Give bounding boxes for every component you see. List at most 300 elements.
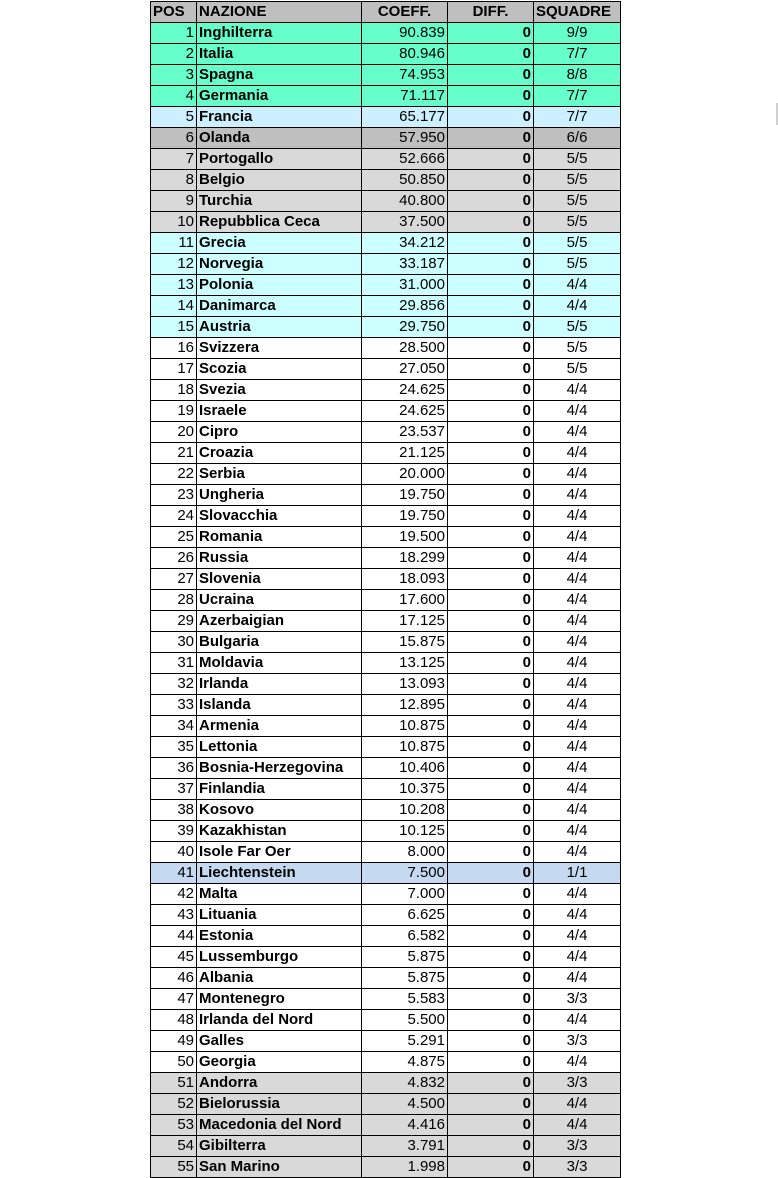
cell-coeff: 17.600 [362,590,448,611]
cell-coeff: 5.875 [362,947,448,968]
table-row [151,1094,621,1115]
cell-squadre: 6/6 [534,128,621,149]
table-row [151,233,621,254]
cell-coeff: 90.839 [362,23,448,44]
header-row [151,2,621,23]
cell-nazione: Croazia [197,443,362,464]
cell-pos: 22 [151,464,197,485]
cell-squadre: 4/4 [534,905,621,926]
cell-squadre: 4/4 [534,422,621,443]
cell-diff: 0 [448,548,534,569]
cell-diff: 0 [448,128,534,149]
cell-nazione: Serbia [197,464,362,485]
cell-diff: 0 [448,569,534,590]
cell-squadre: 7/7 [534,44,621,65]
cell-nazione: San Marino [197,1157,362,1178]
cell-coeff: 4.875 [362,1052,448,1073]
cell-pos: 20 [151,422,197,443]
table-row [151,884,621,905]
table-row [151,1157,621,1178]
cell-squadre: 4/4 [534,884,621,905]
cell-squadre: 4/4 [534,716,621,737]
table-row [151,779,621,800]
table-row [151,212,621,233]
cell-nazione: Liechtenstein [197,863,362,884]
cell-coeff: 5.291 [362,1031,448,1052]
cell-pos: 1 [151,23,197,44]
cell-nazione: Lettonia [197,737,362,758]
cell-coeff: 5.875 [362,968,448,989]
cell-pos: 21 [151,443,197,464]
cell-coeff: 7.500 [362,863,448,884]
table-row [151,254,621,275]
cell-diff: 0 [448,947,534,968]
cell-pos: 4 [151,86,197,107]
cell-nazione: Cipro [197,422,362,443]
table-row [151,632,621,653]
cell-diff: 0 [448,716,534,737]
cell-pos: 39 [151,821,197,842]
cell-pos: 38 [151,800,197,821]
cell-diff: 0 [448,1010,534,1031]
cell-squadre: 4/4 [534,548,621,569]
table-row [151,569,621,590]
table-row [151,128,621,149]
cell-coeff: 18.299 [362,548,448,569]
cell-coeff: 4.500 [362,1094,448,1115]
cell-nazione: Turchia [197,191,362,212]
cell-diff: 0 [448,527,534,548]
cell-pos: 52 [151,1094,197,1115]
cell-pos: 10 [151,212,197,233]
table-row [151,149,621,170]
table-row [151,758,621,779]
cell-squadre: 4/4 [534,674,621,695]
header-nazione: NAZIONE [197,2,362,23]
cell-pos: 54 [151,1136,197,1157]
cell-nazione: Ucraina [197,590,362,611]
cell-coeff: 57.950 [362,128,448,149]
cell-coeff: 5.500 [362,1010,448,1031]
cell-coeff: 17.125 [362,611,448,632]
table-row [151,716,621,737]
cell-diff: 0 [448,1157,534,1178]
cell-pos: 25 [151,527,197,548]
cell-squadre: 4/4 [534,737,621,758]
table-row [151,107,621,128]
table-row [151,401,621,422]
cell-pos: 12 [151,254,197,275]
cell-coeff: 15.875 [362,632,448,653]
cell-squadre: 4/4 [534,590,621,611]
cell-pos: 13 [151,275,197,296]
cell-nazione: Bielorussia [197,1094,362,1115]
cell-squadre: 8/8 [534,65,621,86]
cell-pos: 29 [151,611,197,632]
cell-diff: 0 [448,380,534,401]
cell-squadre: 4/4 [534,380,621,401]
cell-nazione: Galles [197,1031,362,1052]
cell-diff: 0 [448,737,534,758]
table-row [151,800,621,821]
cell-nazione: Azerbaigian [197,611,362,632]
cell-nazione: Repubblica Ceca [197,212,362,233]
cell-diff: 0 [448,653,534,674]
cell-nazione: Moldavia [197,653,362,674]
cell-coeff: 8.000 [362,842,448,863]
cell-nazione: Spagna [197,65,362,86]
cell-coeff: 1.998 [362,1157,448,1178]
table-row [151,1010,621,1031]
cell-pos: 24 [151,506,197,527]
cell-nazione: Gibilterra [197,1136,362,1157]
table-row [151,947,621,968]
cell-squadre: 4/4 [534,947,621,968]
cell-nazione: Norvegia [197,254,362,275]
cell-squadre: 4/4 [534,968,621,989]
cell-squadre: 4/4 [534,296,621,317]
cell-pos: 32 [151,674,197,695]
cell-coeff: 13.125 [362,653,448,674]
cell-diff: 0 [448,149,534,170]
cell-nazione: Slovenia [197,569,362,590]
cell-diff: 0 [448,254,534,275]
cell-pos: 50 [151,1052,197,1073]
cell-squadre: 4/4 [534,695,621,716]
cell-diff: 0 [448,338,534,359]
header-pos: POS [151,2,197,23]
cell-pos: 17 [151,359,197,380]
cell-diff: 0 [448,905,534,926]
cell-coeff: 31.000 [362,275,448,296]
table-row [151,737,621,758]
table-row [151,464,621,485]
cell-pos: 45 [151,947,197,968]
cell-pos: 16 [151,338,197,359]
cell-diff: 0 [448,506,534,527]
cell-diff: 0 [448,443,534,464]
cell-coeff: 27.050 [362,359,448,380]
cell-diff: 0 [448,107,534,128]
cell-nazione: Israele [197,401,362,422]
cell-pos: 48 [151,1010,197,1031]
cell-pos: 18 [151,380,197,401]
cell-nazione: Russia [197,548,362,569]
cell-coeff: 19.750 [362,485,448,506]
cell-pos: 11 [151,233,197,254]
cell-diff: 0 [448,800,534,821]
cell-coeff: 18.093 [362,569,448,590]
cell-nazione: Albania [197,968,362,989]
table-row [151,905,621,926]
cell-nazione: Isole Far Oer [197,842,362,863]
cell-coeff: 74.953 [362,65,448,86]
table-row [151,23,621,44]
table-row [151,296,621,317]
cell-diff: 0 [448,464,534,485]
cell-nazione: Kosovo [197,800,362,821]
cell-nazione: Polonia [197,275,362,296]
table-row [151,527,621,548]
cell-coeff: 34.212 [362,233,448,254]
cell-diff: 0 [448,758,534,779]
cell-pos: 37 [151,779,197,800]
cell-diff: 0 [448,23,534,44]
table-row [151,653,621,674]
cell-coeff: 4.416 [362,1115,448,1136]
cell-squadre: 4/4 [534,632,621,653]
cell-squadre: 4/4 [534,611,621,632]
table-row [151,695,621,716]
table-row [151,317,621,338]
cell-diff: 0 [448,1073,534,1094]
cell-squadre: 5/5 [534,212,621,233]
cell-pos: 35 [151,737,197,758]
cell-coeff: 6.582 [362,926,448,947]
cell-diff: 0 [448,401,534,422]
cell-coeff: 40.800 [362,191,448,212]
table-row [151,863,621,884]
cell-squadre: 4/4 [534,842,621,863]
cell-nazione: Slovacchia [197,506,362,527]
cell-nazione: Germania [197,86,362,107]
cell-nazione: Olanda [197,128,362,149]
table-row [151,485,621,506]
cell-nazione: Irlanda del Nord [197,1010,362,1031]
cell-coeff: 12.895 [362,695,448,716]
cell-squadre: 3/3 [534,1073,621,1094]
cell-diff: 0 [448,842,534,863]
cell-nazione: Lussemburgo [197,947,362,968]
cell-squadre: 7/7 [534,86,621,107]
cell-coeff: 10.875 [362,737,448,758]
cell-nazione: Svezia [197,380,362,401]
table-row [151,1073,621,1094]
cell-pos: 36 [151,758,197,779]
cell-nazione: Scozia [197,359,362,380]
cell-coeff: 10.208 [362,800,448,821]
cell-diff: 0 [448,674,534,695]
cell-diff: 0 [448,191,534,212]
cell-pos: 53 [151,1115,197,1136]
cell-coeff: 19.500 [362,527,448,548]
cell-pos: 6 [151,128,197,149]
table-row [151,1136,621,1157]
cell-coeff: 6.625 [362,905,448,926]
cell-pos: 15 [151,317,197,338]
cell-squadre: 3/3 [534,1031,621,1052]
cell-diff: 0 [448,44,534,65]
cell-diff: 0 [448,1136,534,1157]
cell-diff: 0 [448,317,534,338]
cell-pos: 5 [151,107,197,128]
cell-coeff: 71.117 [362,86,448,107]
cell-diff: 0 [448,779,534,800]
cell-nazione: Armenia [197,716,362,737]
table-row [151,968,621,989]
table-row [151,338,621,359]
cell-pos: 28 [151,590,197,611]
cell-pos: 40 [151,842,197,863]
cell-nazione: Inghilterra [197,23,362,44]
table-row [151,380,621,401]
cell-squadre: 5/5 [534,191,621,212]
table-row [151,611,621,632]
cell-squadre: 4/4 [534,653,621,674]
cell-diff: 0 [448,611,534,632]
cell-diff: 0 [448,821,534,842]
cell-pos: 26 [151,548,197,569]
cell-pos: 27 [151,569,197,590]
cell-coeff: 29.750 [362,317,448,338]
cell-diff: 0 [448,1052,534,1073]
cell-squadre: 3/3 [534,1157,621,1178]
cell-squadre: 5/5 [534,254,621,275]
cell-coeff: 65.177 [362,107,448,128]
cell-pos: 9 [151,191,197,212]
cell-nazione: Islanda [197,695,362,716]
cell-squadre: 5/5 [534,233,621,254]
cell-pos: 51 [151,1073,197,1094]
cell-pos: 42 [151,884,197,905]
cell-coeff: 10.406 [362,758,448,779]
cell-pos: 23 [151,485,197,506]
cell-pos: 33 [151,695,197,716]
header-squadre: SQUADRE [534,2,621,23]
table-row [151,821,621,842]
cell-coeff: 29.856 [362,296,448,317]
cell-diff: 0 [448,170,534,191]
cell-nazione: Georgia [197,1052,362,1073]
table-row [151,170,621,191]
cell-squadre: 4/4 [534,569,621,590]
cell-pos: 46 [151,968,197,989]
cell-pos: 43 [151,905,197,926]
cell-pos: 8 [151,170,197,191]
cell-coeff: 10.125 [362,821,448,842]
table-row [151,548,621,569]
cell-squadre: 4/4 [534,443,621,464]
cell-diff: 0 [448,422,534,443]
cell-squadre: 3/3 [534,1136,621,1157]
cell-coeff: 10.375 [362,779,448,800]
cell-diff: 0 [448,884,534,905]
cell-nazione: Belgio [197,170,362,191]
cell-squadre: 4/4 [534,464,621,485]
cell-nazione: Svizzera [197,338,362,359]
cell-squadre: 4/4 [534,506,621,527]
table-row [151,674,621,695]
cell-squadre: 4/4 [534,275,621,296]
cell-diff: 0 [448,1031,534,1052]
cell-nazione: Andorra [197,1073,362,1094]
header-coeff: COEFF. [362,2,448,23]
cell-squadre: 4/4 [534,1094,621,1115]
cell-coeff: 3.791 [362,1136,448,1157]
cell-nazione: Ungheria [197,485,362,506]
cell-squadre: 4/4 [534,527,621,548]
cell-nazione: Austria [197,317,362,338]
table-row [151,359,621,380]
table-row [151,443,621,464]
cell-diff: 0 [448,968,534,989]
table-row [151,44,621,65]
cell-pos: 30 [151,632,197,653]
ranking-rows [151,23,621,1178]
cell-pos: 14 [151,296,197,317]
cell-pos: 7 [151,149,197,170]
cell-squadre: 9/9 [534,23,621,44]
cell-squadre: 5/5 [534,317,621,338]
cell-coeff: 37.500 [362,212,448,233]
cell-diff: 0 [448,989,534,1010]
cell-squadre: 4/4 [534,1052,621,1073]
cell-pos: 44 [151,926,197,947]
cell-nazione: Estonia [197,926,362,947]
cell-nazione: Macedonia del Nord [197,1115,362,1136]
cell-coeff: 52.666 [362,149,448,170]
cell-coeff: 24.625 [362,401,448,422]
cell-pos: 34 [151,716,197,737]
cell-coeff: 28.500 [362,338,448,359]
cell-diff: 0 [448,212,534,233]
cell-squadre: 1/1 [534,863,621,884]
cell-squadre: 4/4 [534,1115,621,1136]
cell-coeff: 24.625 [362,380,448,401]
cell-squadre: 5/5 [534,359,621,380]
cell-nazione: Grecia [197,233,362,254]
table-row [151,926,621,947]
cell-squadre: 5/5 [534,149,621,170]
table-row [151,842,621,863]
cell-pos: 3 [151,65,197,86]
cell-diff: 0 [448,86,534,107]
cell-coeff: 10.875 [362,716,448,737]
table-row [151,65,621,86]
cell-coeff: 13.093 [362,674,448,695]
table-row [151,191,621,212]
cell-diff: 0 [448,926,534,947]
cell-coeff: 5.583 [362,989,448,1010]
cell-pos: 47 [151,989,197,1010]
cell-diff: 0 [448,632,534,653]
table-row [151,590,621,611]
cell-squadre: 4/4 [534,821,621,842]
cell-squadre: 4/4 [534,758,621,779]
cell-squadre: 4/4 [534,779,621,800]
cell-pos: 31 [151,653,197,674]
cell-diff: 0 [448,1094,534,1115]
cell-squadre: 4/4 [534,1010,621,1031]
cell-coeff: 4.832 [362,1073,448,1094]
cell-coeff: 20.000 [362,464,448,485]
cell-nazione: Danimarca [197,296,362,317]
cell-squadre: 4/4 [534,485,621,506]
cell-nazione: Francia [197,107,362,128]
table-row [151,506,621,527]
table-row [151,1115,621,1136]
table-row [151,989,621,1010]
cell-nazione: Romania [197,527,362,548]
cell-squadre: 4/4 [534,926,621,947]
cell-squadre: 7/7 [534,107,621,128]
cell-pos: 19 [151,401,197,422]
cell-nazione: Kazakhistan [197,821,362,842]
cell-diff: 0 [448,863,534,884]
cell-diff: 0 [448,296,534,317]
cell-diff: 0 [448,590,534,611]
cell-diff: 0 [448,1115,534,1136]
